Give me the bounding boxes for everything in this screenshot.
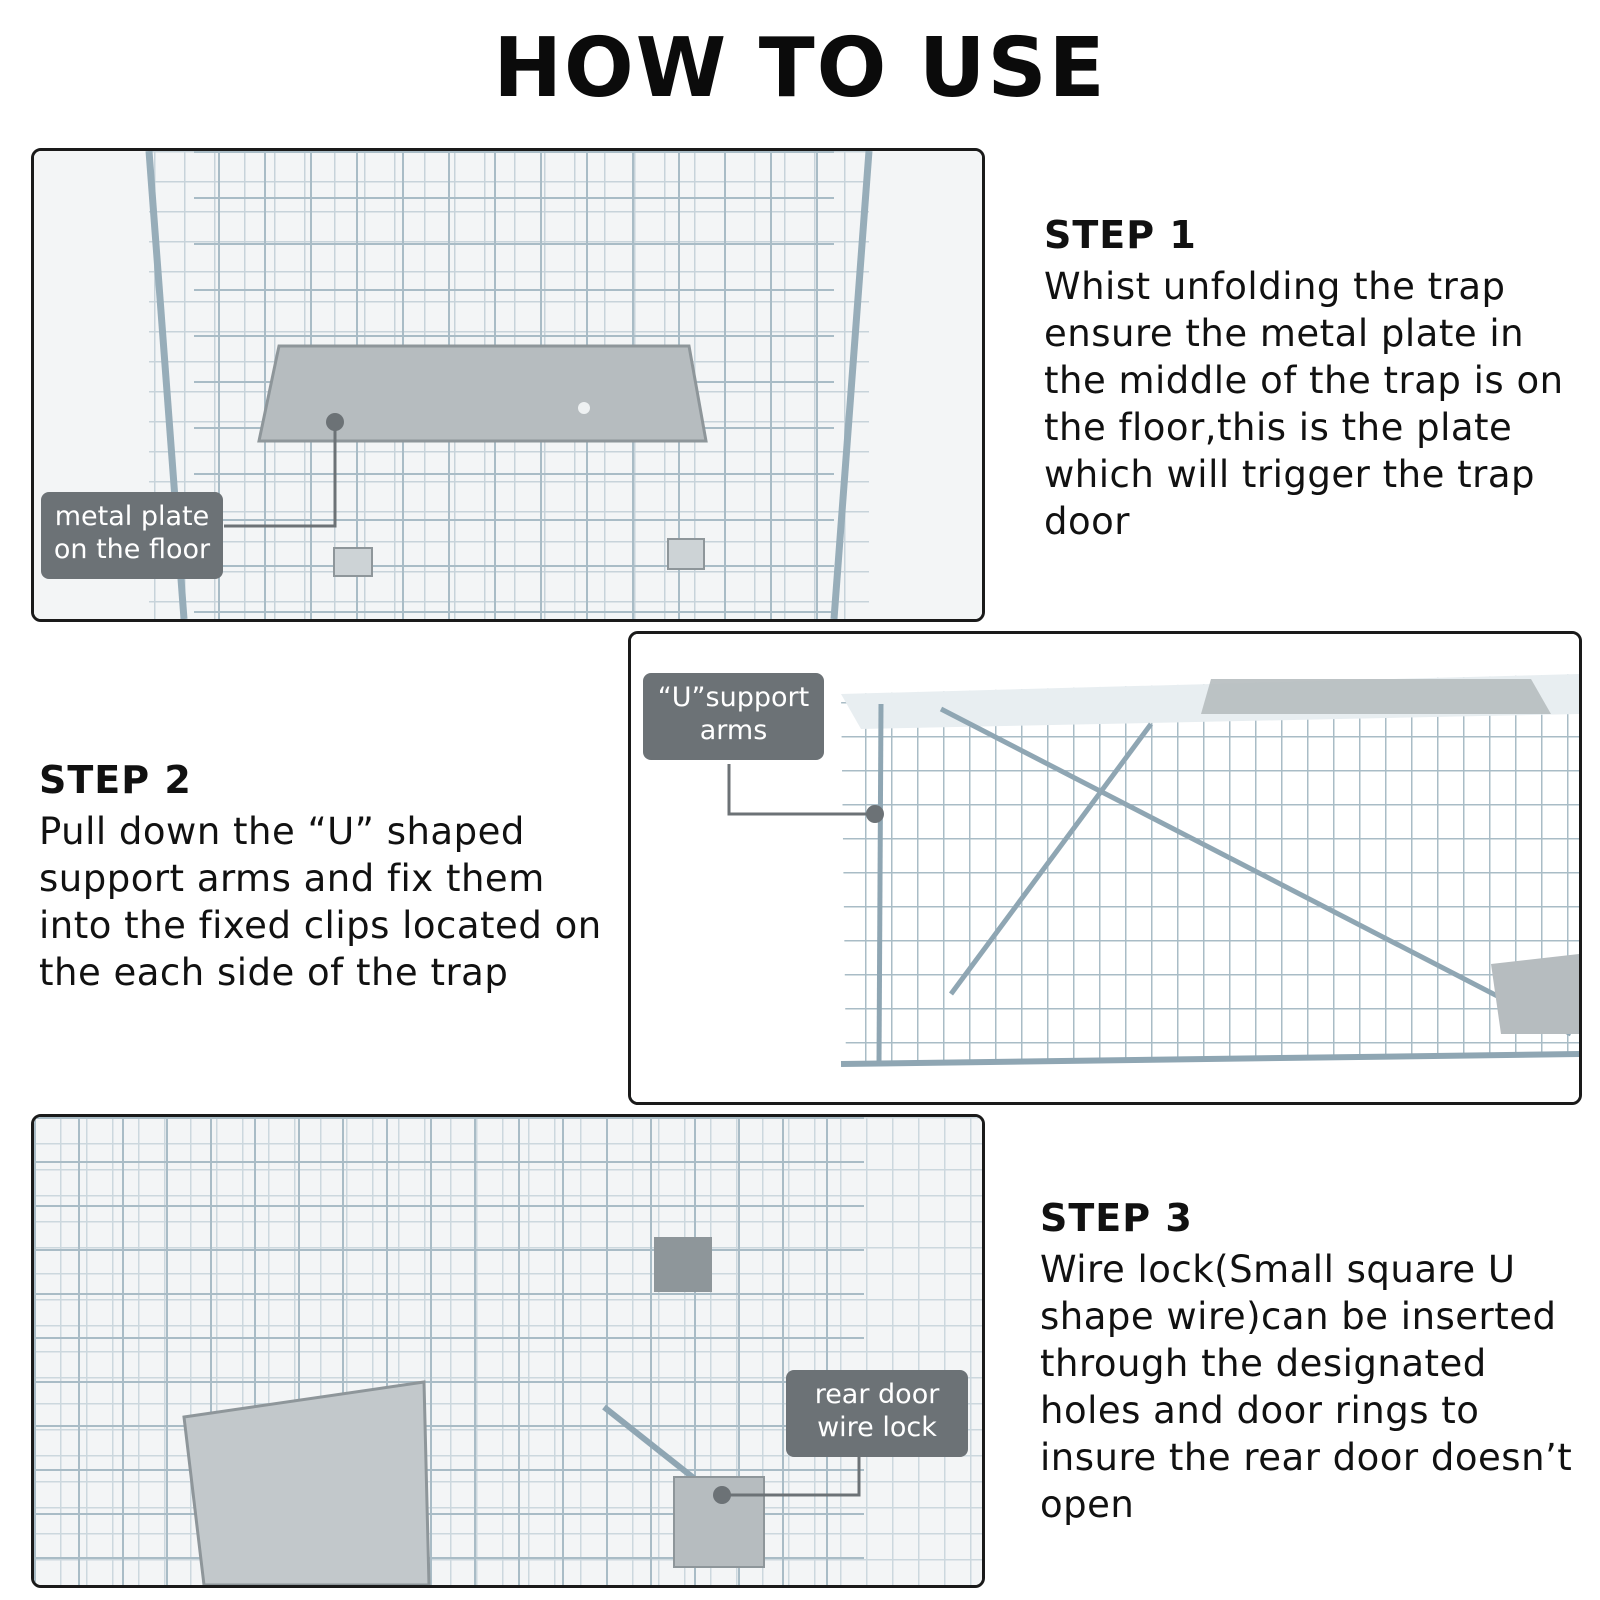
step2-heading: STEP 2: [39, 758, 192, 802]
step3-photo: [31, 1114, 985, 1588]
trap-rear-door-image: [34, 1117, 982, 1585]
callout-metal-plate: metal plate on the floor: [41, 492, 223, 579]
step1-body: Whist unfolding the trap ensure the metal plate in the middle of the trap is on the floor,this is the plate which will trigger the trap door: [1044, 265, 1564, 543]
step3-body: Wire lock(Small square U shape wire)can be inserted through the designated holes and door rings to insure the rear door doesn’t open: [1040, 1248, 1573, 1526]
callout-u-support-arms: “U”support arms: [643, 673, 824, 760]
step3-heading: STEP 3: [1040, 1196, 1193, 1240]
step1-text: [1044, 213, 1574, 545]
step3-text: [1040, 1196, 1585, 1528]
callout-rear-door-wire-lock: rear door wire lock: [786, 1370, 968, 1457]
page-title: HOW TO USE: [493, 21, 1107, 116]
step2-body: Pull down the “U” shaped support arms and fix them into the fixed clips located on the each side of the trap: [39, 810, 602, 994]
step2-text: [39, 758, 619, 996]
step1-heading: STEP 1: [1044, 213, 1197, 257]
